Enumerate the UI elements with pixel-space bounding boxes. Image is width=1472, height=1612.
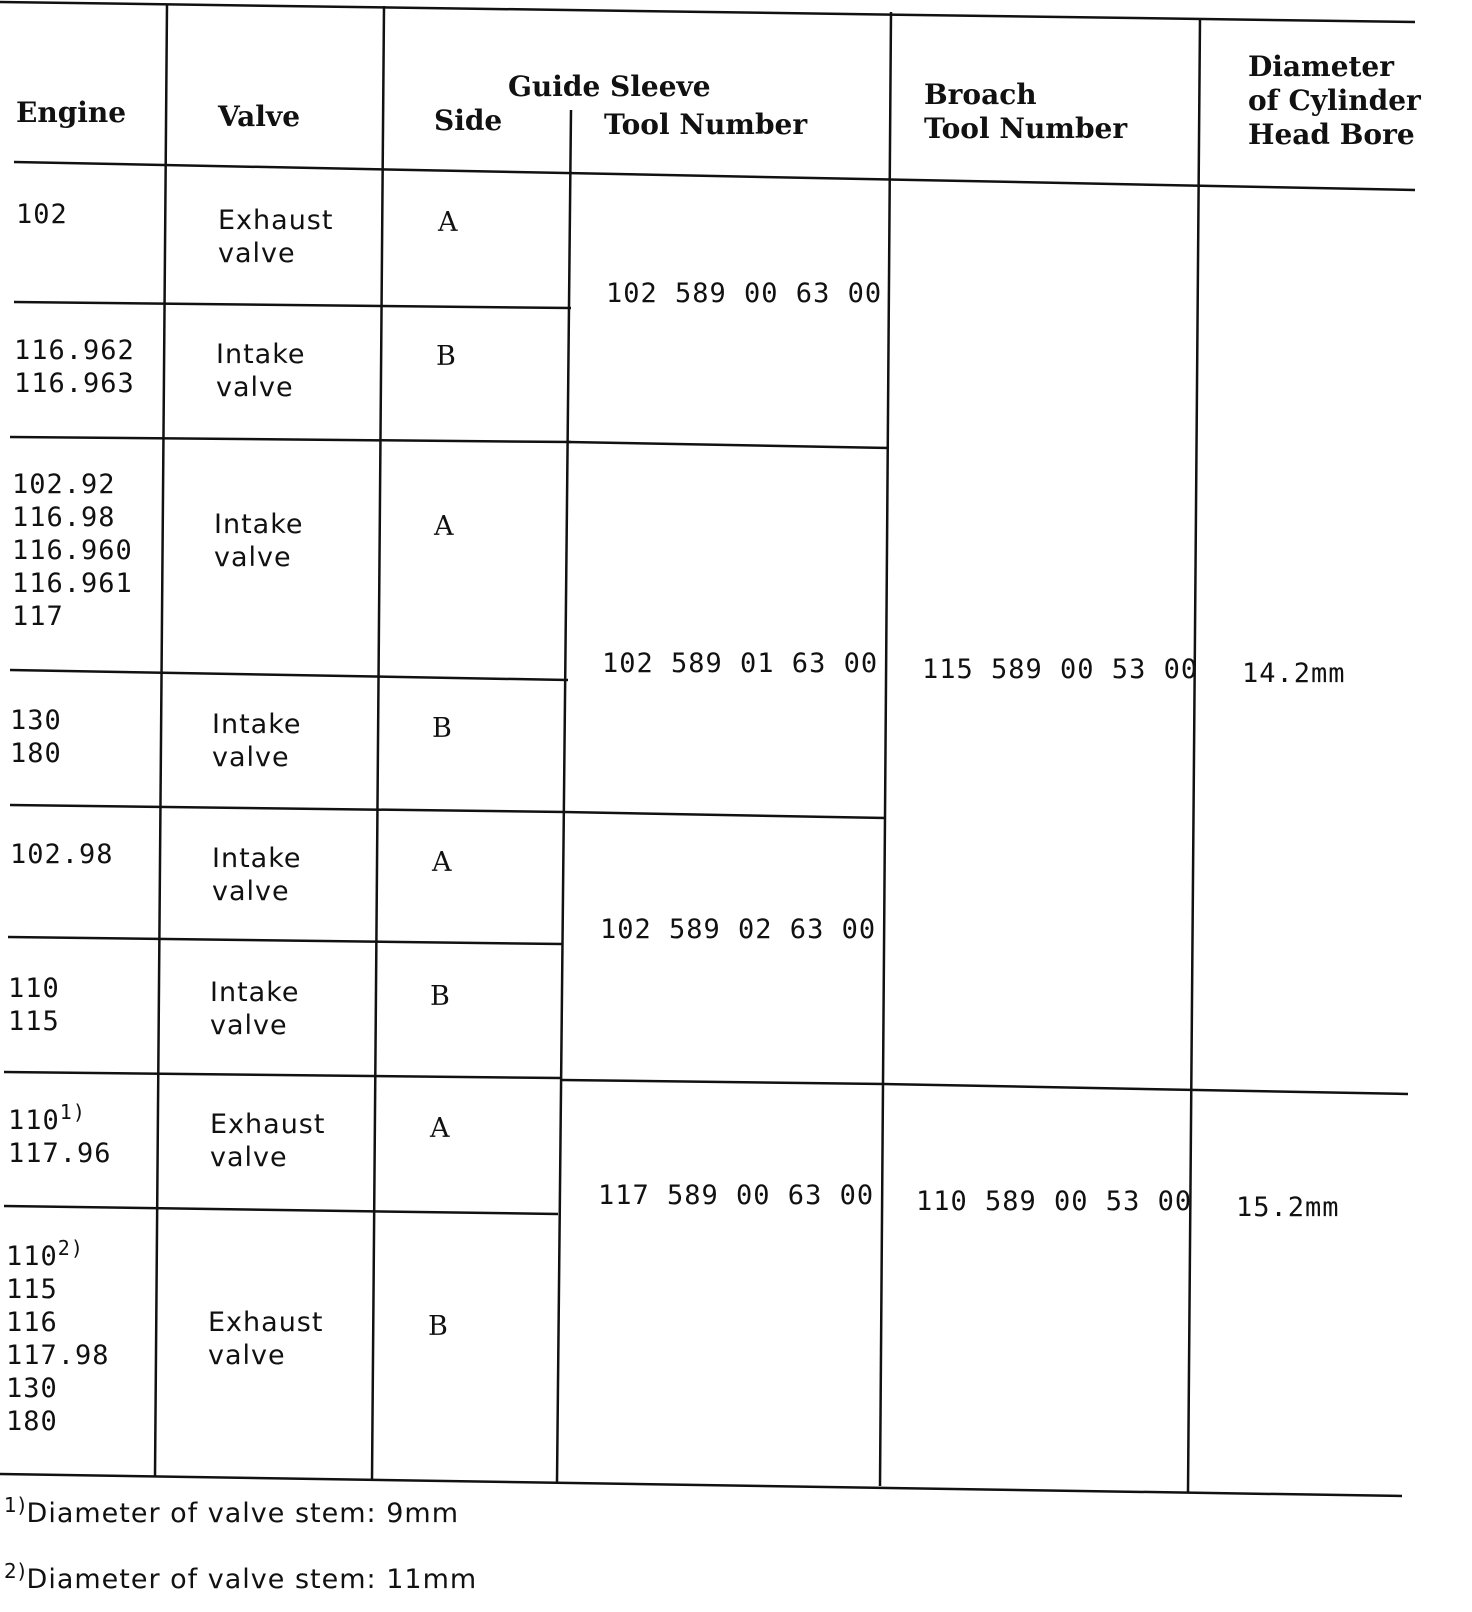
valve-cell: Intake valve <box>214 509 304 573</box>
col-line-5 <box>1188 18 1200 1492</box>
col-line-1 <box>155 4 167 1476</box>
row-sep-4 <box>10 805 565 812</box>
engine-cell <box>6 1236 110 1438</box>
footnote-ref: 2) <box>57 1236 84 1260</box>
row-sep-1 <box>14 302 571 308</box>
side-cell: B <box>432 713 452 744</box>
row-sep-6 <box>4 1072 560 1078</box>
header-side: Side <box>434 104 503 137</box>
side-cell: B <box>430 981 450 1012</box>
engine-cell: 102 <box>16 199 68 230</box>
table-bottom-border <box>0 1474 1402 1496</box>
row-sep-2 <box>10 437 571 442</box>
row-sep-5 <box>8 937 562 944</box>
valve-cell: Intake valve <box>210 977 300 1041</box>
header-diameter: Diameter of Cylinder Head Bore <box>1248 50 1421 151</box>
header-engine: Engine <box>16 96 127 129</box>
row-sep-7 <box>4 1206 558 1214</box>
guide-tool-number: 102 589 02 63 00 <box>600 914 877 945</box>
guide-tool-number: 117 589 00 63 00 <box>598 1180 875 1211</box>
broach-tool-number: 115 589 00 53 00 <box>922 654 1199 685</box>
guide-sep-1 <box>568 442 889 448</box>
footnote-1 <box>4 1493 459 1529</box>
guide-tool-number: 102 589 01 63 00 <box>602 648 879 679</box>
header-valve: Valve <box>218 100 301 133</box>
bore-diameter: 14.2mm <box>1242 658 1346 689</box>
guide-sep-3 <box>562 1080 884 1084</box>
footnote-text: Diameter of valve stem: 9mm <box>26 1498 459 1529</box>
valve-cell: Exhaust valve <box>210 1109 326 1173</box>
broach-sep <box>884 1084 1408 1094</box>
footnote-2 <box>4 1559 478 1595</box>
side-cell: A <box>438 207 458 238</box>
footnote-ref: 1) <box>59 1100 86 1124</box>
table-top-border <box>0 2 1415 22</box>
guide-sep-2 <box>564 812 886 818</box>
valve-cell: Intake valve <box>212 709 302 773</box>
engine-cell: 116.962 116.963 <box>14 335 135 399</box>
engine-rest: 115 116 117.98 130 180 <box>6 1274 110 1437</box>
header-tool-number: Tool Number <box>604 108 808 141</box>
col-line-2 <box>372 6 384 1480</box>
valve-cell: Exhaust valve <box>218 205 334 269</box>
engine-cell: 102.98 <box>10 839 114 870</box>
footnote-mark: 2) <box>4 1559 27 1583</box>
side-cell: B <box>428 1311 448 1342</box>
header-bottom-line <box>14 162 1415 190</box>
bore-diameter: 15.2mm <box>1236 1192 1340 1223</box>
header-broach: Broach Tool Number <box>924 78 1128 145</box>
engine-cell: 110 115 <box>8 973 60 1037</box>
col-line-4 <box>880 12 891 1486</box>
footnote-mark: 1) <box>4 1493 27 1517</box>
broach-tool-number: 110 589 00 53 00 <box>916 1186 1193 1217</box>
side-cell: A <box>430 1113 450 1144</box>
engine-cell: 102.92 116.98 116.960 116.961 117 <box>12 469 133 632</box>
valve-cell: Intake valve <box>216 339 306 403</box>
engine-cell <box>8 1100 112 1170</box>
valve-cell: Intake valve <box>212 843 302 907</box>
header-guide-sleeve: Guide Sleeve <box>508 70 711 103</box>
side-cell: A <box>432 847 452 878</box>
engine-cell: 130 180 <box>10 705 62 769</box>
col-line-3 <box>557 110 571 1482</box>
engine-base: 110 <box>8 1105 60 1136</box>
engine-rest: 117.96 <box>8 1138 112 1169</box>
row-sep-3 <box>10 670 568 680</box>
side-cell: A <box>434 511 454 542</box>
footnote-text: Diameter of valve stem: 11mm <box>26 1564 478 1595</box>
valve-cell: Exhaust valve <box>208 1307 324 1371</box>
engine-base: 110 <box>6 1241 58 1272</box>
side-cell: B <box>436 341 456 372</box>
guide-tool-number: 102 589 00 63 00 <box>606 278 883 309</box>
